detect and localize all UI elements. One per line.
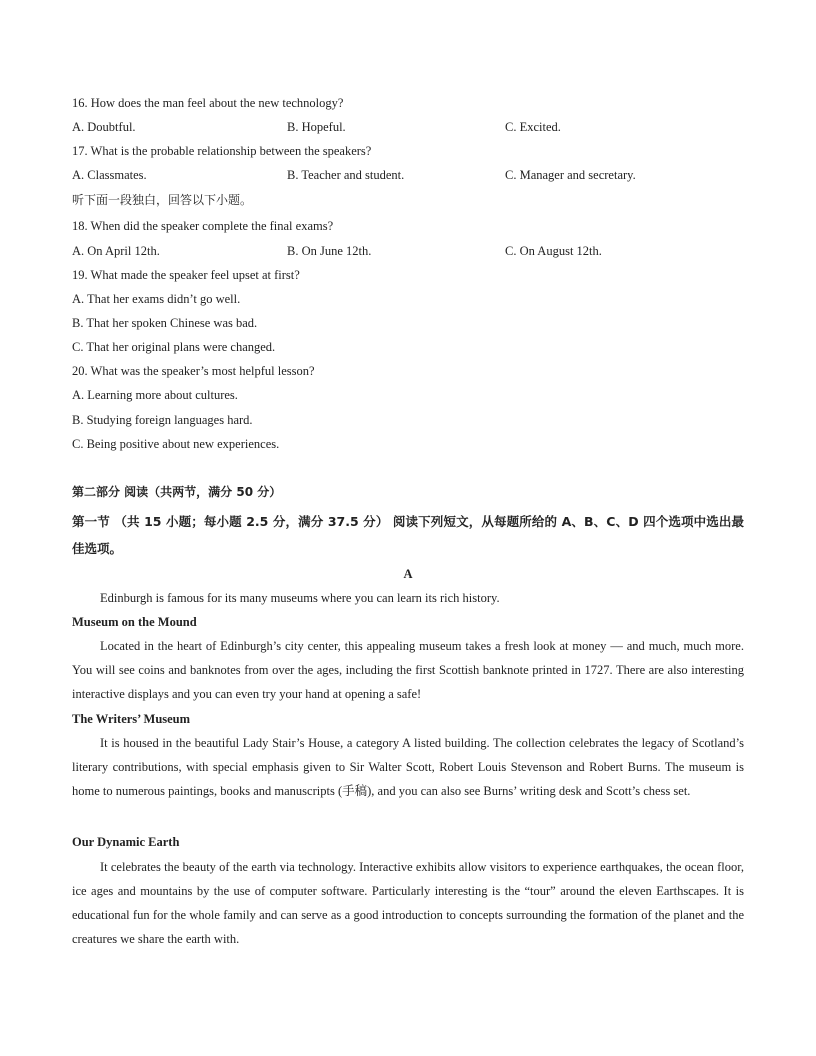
q20-option-a: A. Learning more about cultures. bbox=[72, 388, 238, 402]
q19-option-a: A. That her exams didn’t go well. bbox=[72, 292, 241, 306]
q16-option-a: A. Doubtful. bbox=[72, 120, 136, 134]
question-18: 18. When did the speaker complete the final exams? bbox=[72, 219, 334, 233]
q20-option-c: C. Being positive about new experiences. bbox=[72, 437, 280, 451]
passage-intro: Edinburgh is famous for its many museums where you can learn its rich history. bbox=[100, 591, 500, 605]
q18-option-b: B. On June 12th. bbox=[287, 244, 372, 258]
q16-option-c: C. Excited. bbox=[505, 120, 561, 134]
section-instruction: 第一节 （共 15 小题；每小题 2.5 分，满分 37.5 分） 阅读下列短文，从每题所给的 A、B、C、D 四个选项中选出最佳选项。 bbox=[72, 514, 744, 556]
q16-option-b: B. Hopeful. bbox=[287, 120, 346, 134]
passage-label: A bbox=[403, 567, 413, 581]
monologue-instruction: 听下面一段独白，回答以下小题。 bbox=[72, 193, 253, 207]
museum-text-mound: Located in the heart of Edinburgh’s city center, this appealing museum takes a fresh look at money — and much, much more. You will see coins and banknotes from over the ages, including the first Scottish banknote printed in 1727. There are also interesting interactive displays and you can even try your hand at opening a safe! bbox=[72, 639, 744, 701]
question-16: 16. How does the man feel about the new technology? bbox=[72, 96, 344, 110]
museum-title-mound: Museum on the Mound bbox=[72, 615, 197, 629]
q19-option-b: B. That her spoken Chinese was bad. bbox=[72, 316, 258, 330]
museum-text-earth: It celebrates the beauty of the earth via technology. Interactive exhibits allow visitors to experience earthquakes, the ocean floor, ice ages and mountains by the use of computer software. Particularly interesting is the “tour” around the eleven Earthscapes. It is educational fun for the whole family and can serve as a good introduction to concepts surrounding the formation of the planet and the creatures we share the earth with. bbox=[72, 860, 744, 946]
q19-option-c: C. That her original plans were changed. bbox=[72, 340, 276, 354]
q17-option-c: C. Manager and secretary. bbox=[505, 168, 636, 182]
museum-title-earth: Our Dynamic Earth bbox=[72, 835, 180, 849]
question-20: 20. What was the speaker’s most helpful lesson? bbox=[72, 364, 315, 378]
q18-option-a: A. On April 12th. bbox=[72, 244, 160, 258]
question-19: 19. What made the speaker feel upset at first? bbox=[72, 268, 300, 282]
q20-option-b: B. Studying foreign languages hard. bbox=[72, 413, 253, 427]
question-17: 17. What is the probable relationship between the speakers? bbox=[72, 144, 372, 158]
q17-option-b: B. Teacher and student. bbox=[287, 168, 405, 182]
q18-option-c: C. On August 12th. bbox=[505, 244, 602, 258]
part-heading: 第二部分 阅读（共两节，满分 50 分） bbox=[72, 485, 282, 499]
q17-option-a: A. Classmates. bbox=[72, 168, 147, 182]
museum-title-writers: The Writers’ Museum bbox=[72, 712, 191, 726]
museum-text-writers: It is housed in the beautiful Lady Stair’s House, a category A listed building. The collection celebrates the legacy of Scotland’s literary contributions, with special emphasis given to Sir Walter Scott, Robert Louis Stevenson and Robert Burns. The museum is home to numerous paintings, books and manuscripts (手稿), and you can also see Burns’ writing desk and Scott’s chess set. bbox=[72, 736, 744, 798]
